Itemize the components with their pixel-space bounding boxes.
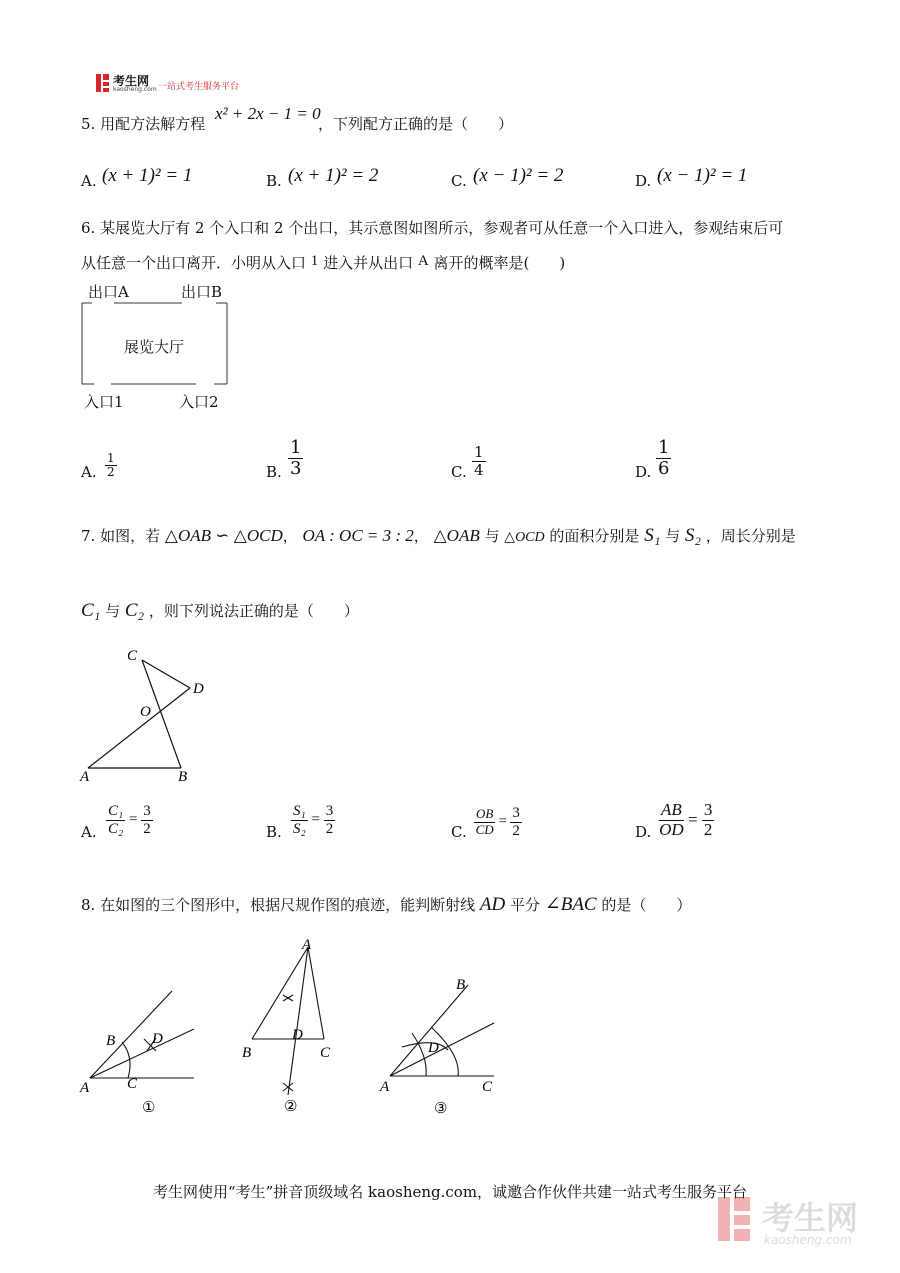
q7-c2: C₂ xyxy=(124,600,145,621)
logo-cn: 考生网 xyxy=(113,74,150,88)
q6-line1-text: 某展览大厅有 2 个入口和 2 个出口，其示意图如图所示，参观者可从任意一个入口进入，参观结束后可 xyxy=(100,219,784,237)
q8-f1-label-c: C xyxy=(127,1076,138,1092)
q8-f2-label-b: B xyxy=(242,1045,252,1061)
q5-option-a: (x + 1)² = 1 xyxy=(102,165,193,186)
q7-stem-part4: ，则下列说法正确的是（ ） xyxy=(148,602,359,620)
q7-option-b-num: S₁ xyxy=(293,803,306,819)
q8-number: 8. xyxy=(81,896,96,914)
q8-f2-label-a: A xyxy=(302,937,312,953)
q7-option-d: $\frac{AB}{OD}$ = $\frac{3}{2}$ xyxy=(659,800,713,839)
q6-entrance-1: 入口1 xyxy=(84,393,124,411)
q8-figure-1 xyxy=(76,985,206,1115)
q6-option-a-label: A. xyxy=(81,463,97,481)
q7-segment-cd xyxy=(142,660,190,688)
q6-line2-c: 离开的概率是( ) xyxy=(433,254,566,272)
q7-and2: 与 xyxy=(665,527,681,545)
q7-ratio: OA : OC = 3 : 2 xyxy=(302,526,414,545)
q6-line2-b: 进入并从出口 xyxy=(323,254,414,272)
watermark-icon xyxy=(718,1195,758,1245)
q8-f1-caption: ① xyxy=(142,1100,156,1115)
q6-option-d-label: D. xyxy=(635,463,652,481)
q8-figure-2 xyxy=(238,935,348,1115)
q7-option-b: $\frac{\text{S₁}}{\text{S₂}}$ = $\frac{3}{2}$ xyxy=(293,803,334,837)
q7-number: 7. xyxy=(81,527,96,545)
q5-option-c: (x − 1)² = 2 xyxy=(473,165,564,186)
q7-figure xyxy=(78,640,218,790)
q7-option-c-num2: 3 xyxy=(512,805,520,821)
q7-label-d: D xyxy=(193,681,204,697)
q8-f3-label-b: B xyxy=(456,977,466,993)
watermark-logo xyxy=(718,1191,878,1251)
q7-option-d-num2: 3 xyxy=(703,800,713,819)
q6-exit-b: 出口B xyxy=(181,283,223,301)
q6-option-a xyxy=(105,452,117,479)
q6-option-c-num: 1 xyxy=(474,443,484,461)
q7-and3: 与 xyxy=(105,602,121,620)
q5-option-b: (x + 1)² = 2 xyxy=(288,165,379,186)
q7-label-c: C xyxy=(127,648,138,664)
q5-option-d-label: D. xyxy=(635,172,652,190)
q7-option-c: $\frac{OB}{CD}$ = $\frac{3}{2}$ xyxy=(475,805,520,839)
q5-option-a-label: A. xyxy=(81,172,97,190)
q5-stem xyxy=(81,117,205,132)
q5-option-b-label: B. xyxy=(266,172,282,190)
q7-option-c-den2: 2 xyxy=(512,822,520,839)
q8-stem xyxy=(81,893,691,916)
q7-line2 xyxy=(81,600,359,622)
q7-stem-part1: 如图，若 xyxy=(100,527,161,545)
q8-stem-part3: 的是（ ） xyxy=(601,896,692,914)
q6-exit-a: 出口A xyxy=(88,283,129,301)
q7-option-a-den: C₂ xyxy=(108,820,124,837)
q6-option-d xyxy=(656,438,671,479)
q7-stem-part3: ，周长分别是 xyxy=(705,527,796,545)
q5-equation: x² + 2x − 1 = 0 xyxy=(215,104,321,123)
q6-option-a-den: 2 xyxy=(107,465,115,480)
logo-slogan: 一站式考生服务平台 xyxy=(158,82,240,92)
q7-option-b-label: B. xyxy=(266,823,282,841)
q8-f1-label-a: A xyxy=(80,1080,90,1096)
q7-stem-part2: 的面积分别是 xyxy=(549,527,640,545)
watermark-en: kaosheng.com xyxy=(764,1233,852,1247)
q6-option-d-num: 1 xyxy=(658,437,670,458)
q7-option-c-label: C. xyxy=(451,823,467,841)
q7-label-a: A xyxy=(80,769,90,785)
q7-segment-ad xyxy=(88,688,190,768)
q7-option-a-label: A. xyxy=(81,823,97,841)
q5-stem-after: ，下列配方正确的是（ ） xyxy=(318,115,514,133)
q8-f3-caption: ③ xyxy=(434,1101,448,1117)
q5-stem-before: 用配方法解方程 xyxy=(100,115,206,133)
q8-f3-label-d: D xyxy=(428,1040,439,1056)
q7-option-a-num2: 3 xyxy=(143,803,151,819)
q8-f1-label-b: B xyxy=(106,1033,116,1049)
q6-option-b xyxy=(288,438,303,479)
q7-option-d-label: D. xyxy=(635,823,652,841)
q7-s2: S₂ xyxy=(684,525,701,546)
q7-c1: C₁ xyxy=(81,600,101,621)
q6-option-b-num: 1 xyxy=(290,437,302,458)
watermark-cn: 考生网 xyxy=(762,1199,859,1237)
q8-stem-part1: 在如图的三个图形中，根据尺规作图的痕迹，能判断射线 xyxy=(100,896,476,914)
q7-tri2: △OCD xyxy=(504,530,545,545)
q6-line2-a: 从任意一个出口离开．小明从入口 xyxy=(81,254,307,272)
logo-en: kaosheng.com xyxy=(113,86,157,93)
q6-option-b-label: B. xyxy=(266,463,282,481)
q7-and1: 与 xyxy=(484,527,500,545)
q8-f2-label-d: D xyxy=(292,1027,303,1043)
header-logo xyxy=(96,71,296,101)
q6-option-a-num: 1 xyxy=(107,451,115,465)
q7-option-c-den: CD xyxy=(475,821,494,837)
q7-similar: △OAB ∽ △OCD xyxy=(164,526,283,545)
q7-tri1: △OAB xyxy=(433,526,480,545)
q7-option-a-den2: 2 xyxy=(143,820,151,837)
footer-text: 考生网使用“考生”拼音顶级域名 kaosheng.com，诚邀合作伙伴共建一站式考生服务平台 xyxy=(152,1183,748,1201)
q5-option-c-label: C. xyxy=(451,172,467,190)
q6-option-d-den: 6 xyxy=(658,457,670,479)
q6-entrance-2: 入口2 xyxy=(179,393,219,411)
q6-option-c xyxy=(472,444,486,478)
q6-line2 xyxy=(81,253,566,272)
q7-label-b: B xyxy=(178,769,188,785)
q8-figure-3 xyxy=(376,975,516,1120)
q6-line1 xyxy=(81,221,783,236)
q6-hall-label: 展览大厅 xyxy=(124,338,185,356)
q6-option-c-label: C. xyxy=(451,463,467,481)
q6-option-b-den: 3 xyxy=(290,457,302,479)
q7-option-b-num2: 3 xyxy=(325,803,334,819)
q7-option-c-num: OB xyxy=(476,806,494,822)
q7-line1: 7. 如图，若 △OAB ∽ △OCD， OA : OC = 3 : 2， △OAB 与 △OCD 的面积分别是 S₁ 与 S₂ ，周长分别是 xyxy=(81,525,796,546)
q7-label-o: O xyxy=(140,704,151,720)
q8-ray: AD xyxy=(479,894,506,915)
q7-option-a: $\frac{\text{C₁}}{\text{C₂}}$ = $\frac{3}{2}$ xyxy=(108,803,151,837)
q8-f2-label-c: C xyxy=(320,1045,331,1061)
q7-option-d-num: AB xyxy=(661,800,682,819)
q8-f3-label-a: A xyxy=(380,1079,390,1095)
q8-stem-part2: 平分 xyxy=(510,896,541,914)
q7-option-d-den: OD xyxy=(659,819,684,839)
q6-number: 6. xyxy=(81,219,96,237)
q8-angle: ∠BAC xyxy=(544,894,597,915)
q7-option-d-den2: 2 xyxy=(703,819,713,839)
q5-option-d: (x − 1)² = 1 xyxy=(657,165,748,186)
q7-s1: S₁ xyxy=(644,525,661,546)
q8-f2-caption: ② xyxy=(284,1099,298,1115)
q6-entrance-num: 1 xyxy=(310,253,319,269)
q6-exit-letter: A xyxy=(417,253,429,269)
q7-option-b-den2: 2 xyxy=(325,820,334,837)
q7-option-b-den: S₂ xyxy=(293,820,306,837)
q8-f1-label-d: D xyxy=(152,1031,163,1047)
q5-number: 5. xyxy=(81,115,96,133)
q7-option-a-num: C₁ xyxy=(108,803,124,819)
q8-f3-label-c: C xyxy=(482,1079,493,1095)
q6-option-c-den: 4 xyxy=(474,460,484,479)
